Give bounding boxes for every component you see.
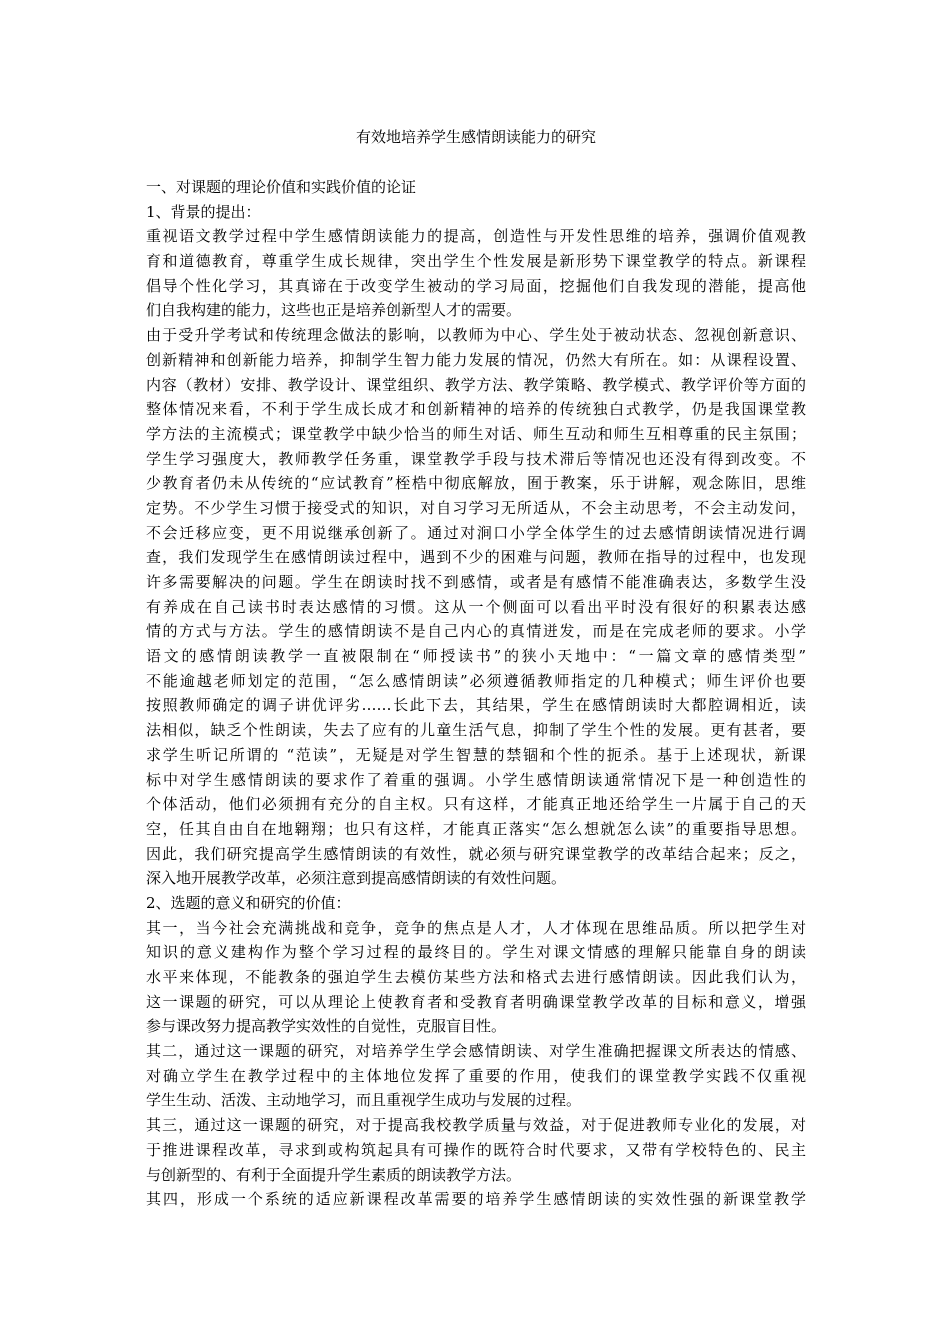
text-line: 2、选题的意义和研究的价值： xyxy=(146,893,351,912)
text-line: 学方法的主流模式；课堂教学中缺少恰当的师生对话、师生互动和师生互相尊重的民主氛围； xyxy=(146,424,806,443)
text-line: 重视语文教学过程中学生感情朗读能力的提高，创造性与开发性思维的培养，强调价值观教 xyxy=(146,227,806,246)
text-line: 空，任其自由自在地翱翔；也只有这样，才能真正落实“怎么想就怎么读”的重要指导思想。 xyxy=(146,819,806,838)
text-line: 按照教师确定的调子讲优评劣……长此下去，其结果，学生在感情朗读时大都腔调相近，读 xyxy=(146,696,806,715)
text-line: 由于受升学考试和传统理念做法的影响，以教师为中心、学生处于被动状态、忽视创新意识、 xyxy=(146,326,806,345)
text-line: 查，我们发现学生在感情朗读过程中，遇到不少的困难与问题，教师在指导的过程中，也发现 xyxy=(146,548,806,567)
text-line: 于推进课程改革，寻求到或构筑起具有可操作的既符合时代要求，又带有学校特色的、民主 xyxy=(146,1140,806,1159)
document-title: 有效地培养学生感情朗读能力的研究 xyxy=(355,128,596,146)
text-line: 整体情况来看，不利于学生成长成才和创新精神的培养的传统独白式教学，仍是我国课堂教 xyxy=(146,400,806,419)
text-line: 学生学习强度大，教师教学任务重，课堂教学手段与技术滞后等情况也还没有得到改变。不 xyxy=(146,449,806,468)
text-line: 水平来体现，不能教条的强迫学生去模仿某些方法和格式去进行感情朗读。因此我们认为， xyxy=(146,968,806,986)
text-line: 情的方式与方法。学生的感情朗读不是自己内心的真情迸发，而是在完成老师的要求。小学 xyxy=(146,622,806,641)
text-line: 知识的意义建构作为整个学习过程的最终目的。学生对课文情感的理解只能靠自身的朗读 xyxy=(146,943,806,962)
text-line: 许多需要解决的问题。学生在朗读时找不到感情，或者是有感情不能准确表达，多数学生没 xyxy=(146,573,806,591)
text-line: 创新精神和创新能力培养，抑制学生智力能力发展的情况，仍然大有所在。如：从课程设置、 xyxy=(146,350,806,369)
document-body xyxy=(146,175,806,1212)
text-line: 标中对学生感情朗读的要求作了着重的强调。小学生感情朗读通常情况下是一种创造性的 xyxy=(146,770,806,789)
text-line: 对确立学生在教学过程中的主体地位发挥了重要的作用，使我们的课堂教学实践不仅重视 xyxy=(146,1066,806,1085)
text-line: 求学生听记所谓的 “范读”，无疑是对学生智慧的禁锢和个性的扼杀。基于上述现状，新课 xyxy=(146,745,806,764)
text-line: 其三，通过这一课题的研究，对于提高我校教学质量与效益，对于促进教师专业化的发展，对 xyxy=(146,1116,806,1135)
text-line: 参与课改努力提高教学实效性的自觉性，克服盲目性。 xyxy=(146,1017,507,1036)
text-line: 其四，形成一个系统的适应新课程改革需要的培养学生感情朗读的实效性强的新课堂教学 xyxy=(146,1190,806,1209)
text-line: 其一，当今社会充满挑战和竞争，竞争的焦点是人才，人才体现在思维品质。所以把学生对 xyxy=(146,918,806,937)
text-line: 语文的感情朗读教学一直被限制在“师授读书”的狭小天地中：“一篇文章的感情类型” xyxy=(146,647,806,666)
text-line: 这一课题的研究，可以从理论上使教育者和受教育者明确课堂教学改革的目标和意义，增强 xyxy=(146,992,806,1011)
text-line: 一、对课题的理论价值和实践价值的论证 xyxy=(146,178,417,196)
text-line: 学生生动、活泼、主动地学习，而且重视学生成功与发展的过程。 xyxy=(146,1091,582,1110)
text-line: 定势。不少学生习惯于接受式的知识，对自习学习无所适从，不会主动思考，不会主动发问， xyxy=(146,498,806,517)
text-line: 因此，我们研究提高学生感情朗读的有效性，就必须与研究课堂教学的改革结合起来；反之， xyxy=(146,844,806,863)
text-line: 深入地开展教学改革，必须注意到提高感情朗读的有效性问题。 xyxy=(146,869,567,888)
text-line: 1、背景的提出： xyxy=(146,202,261,221)
text-line: 们自我构建的能力，这些也正是培养创新型人才的需要。 xyxy=(146,301,522,320)
text-line: 其二，通过这一课题的研究，对培养学生学会感情朗读、对学生准确把握课文所表达的情感、 xyxy=(146,1042,806,1061)
text-line: 内容（教材）安排、教学设计、课堂组织、教学方法、教学策略、教学模式、教学评价等方面的 xyxy=(146,375,806,394)
text-line: 少教育者仍未从传统的“应试教育”桎梏中彻底解放，囿于教案，乐于讲解，观念陈旧，思维 xyxy=(146,474,806,493)
text-line: 法相似，缺乏个性朗读，失去了应有的儿童生活气息，抑制了学生个性的发展。更有甚者，要 xyxy=(146,721,806,740)
text-line: 不能逾越老师划定的范围，“怎么感情朗读”必须遵循教师指定的几种模式；师生评价也要 xyxy=(146,671,806,690)
document-page xyxy=(146,124,806,1212)
text-line: 育和道德教育，尊重学生成长规律，突出学生个性发展是新形势下课堂教学的特点。新课程 xyxy=(146,252,806,271)
text-line: 有养成在自己读书时表达感情的习惯。这从一个侧面可以看出平时没有很好的积累表达感 xyxy=(146,597,806,616)
text-line: 个体活动，他们必须拥有充分的自主权。只有这样，才能真正地还给学生一片属于自己的天 xyxy=(146,795,806,814)
text-line: 不会迁移应变，更不用说继承创新了。通过对涧口小学全体学生的过去感情朗读情况进行调 xyxy=(146,523,806,542)
text-line: 倡导个性化学习，其真谛在于改变学生被动的学习局面，挖掘他们自我发现的潜能，提高他 xyxy=(146,276,806,295)
text-line: 与创新型的、有利于全面提升学生素质的朗读教学方法。 xyxy=(146,1165,522,1184)
